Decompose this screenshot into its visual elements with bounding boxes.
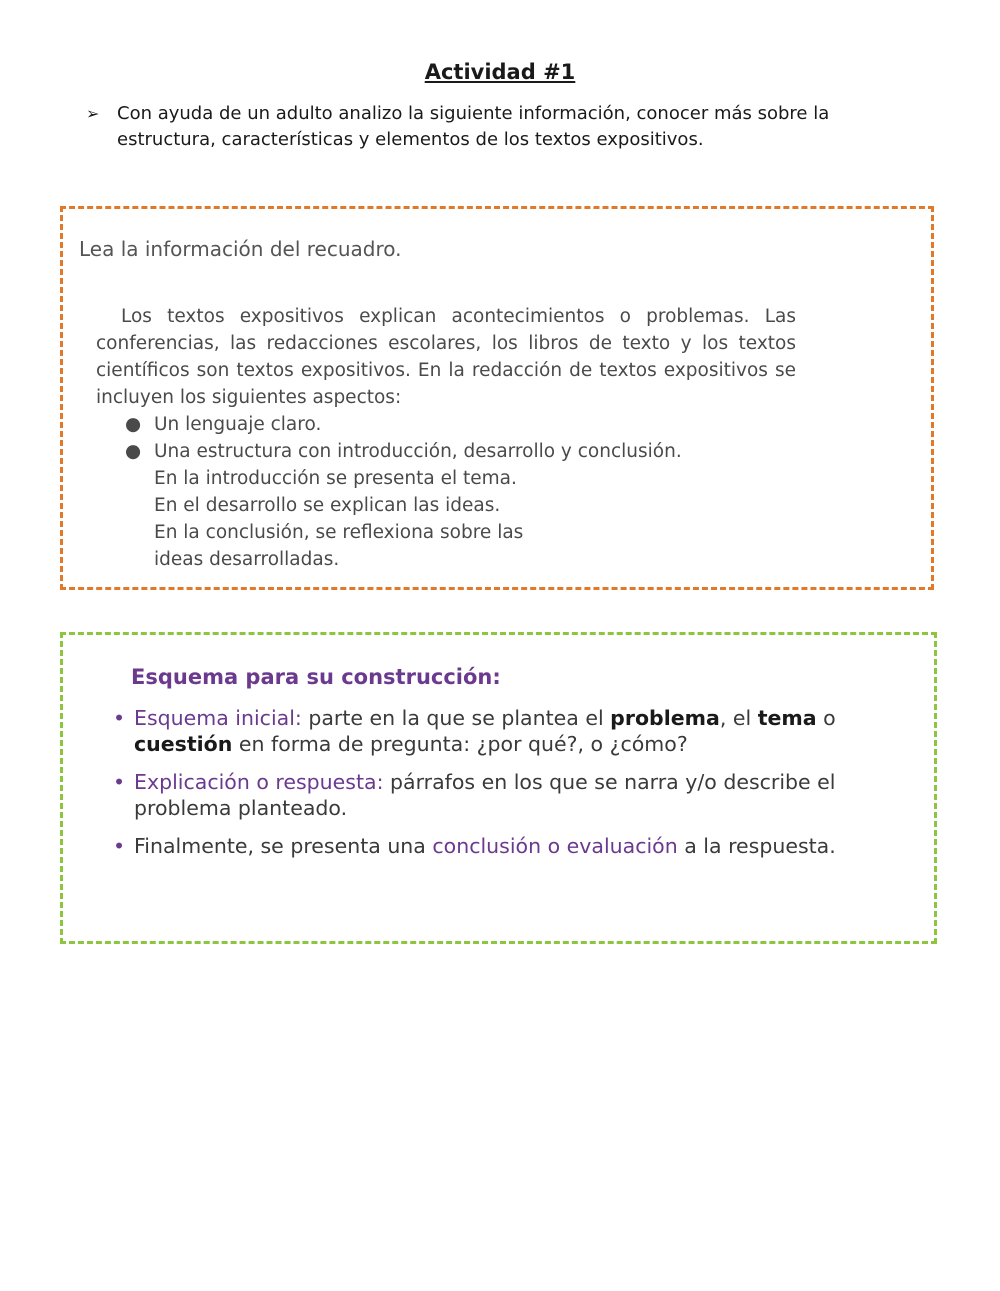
sub-line: En la conclusión, se reflexiona sobre las xyxy=(154,522,524,543)
item-text: parte en la que se plantea el xyxy=(301,706,611,730)
info-box-list xyxy=(123,411,682,573)
schema-list xyxy=(113,705,873,871)
bullet-icon: ● xyxy=(125,441,142,462)
bullet-icon: • xyxy=(113,770,126,794)
instruction xyxy=(86,101,906,153)
list-item xyxy=(113,769,873,821)
item-text: , el xyxy=(719,706,758,730)
sub-line: En la introducción se presenta el tema. xyxy=(154,468,517,489)
arrow-bullet-icon: ➢ xyxy=(86,104,100,123)
list-item xyxy=(123,438,682,465)
info-box-paragraph: Los textos expositivos explican acontecimientos o problemas. Las conferencias, las redacciones escolares, los libros de texto y los textos científicos son textos expositivos. En la redacción de textos expositivos se incluyen los siguientes aspectos: xyxy=(96,306,796,408)
instruction-text: Con ayuda de un adulto analizo la siguiente información, conocer más sobre la estructura, características y elementos de los textos expositivos. xyxy=(117,103,830,150)
sub-line: En el desarrollo se explican las ideas. xyxy=(154,495,501,516)
bullet-icon: • xyxy=(113,834,126,858)
info-box-orange xyxy=(60,206,934,590)
schema-heading: Esquema para su construcción: xyxy=(131,665,501,689)
info-box-heading: Lea la información del recuadro. xyxy=(79,237,402,261)
term-esquema-inicial: Esquema inicial: xyxy=(134,706,302,730)
sub-line: ideas desarrolladas. xyxy=(154,549,340,570)
bullet-icon: • xyxy=(113,706,126,730)
item-text: o xyxy=(816,706,836,730)
term-conclusion: conclusión o evaluación xyxy=(432,834,678,858)
item-text: párrafos en los que se narra y/o describe el problema planteado. xyxy=(134,770,836,820)
schema-box-green xyxy=(60,632,937,944)
list-item-text: Una estructura con introducción, desarrollo y conclusión. xyxy=(154,441,682,462)
item-text: en forma de pregunta: ¿por qué?, o ¿cómo? xyxy=(232,732,688,756)
term-explicacion: Explicación o respuesta: xyxy=(134,770,384,794)
activity-title: Actividad #1 xyxy=(424,60,576,84)
list-item-text: Un lenguaje claro. xyxy=(154,414,322,435)
list-item xyxy=(113,833,873,859)
list-item xyxy=(123,411,682,438)
term-problema: problema xyxy=(610,706,720,730)
bullet-icon: ● xyxy=(125,414,142,435)
list-item xyxy=(113,705,873,757)
term-cuestion: cuestión xyxy=(134,732,233,756)
item-text: Finalmente, se presenta una xyxy=(134,834,433,858)
term-tema: tema xyxy=(757,706,817,730)
item-text: a la respuesta. xyxy=(677,834,836,858)
